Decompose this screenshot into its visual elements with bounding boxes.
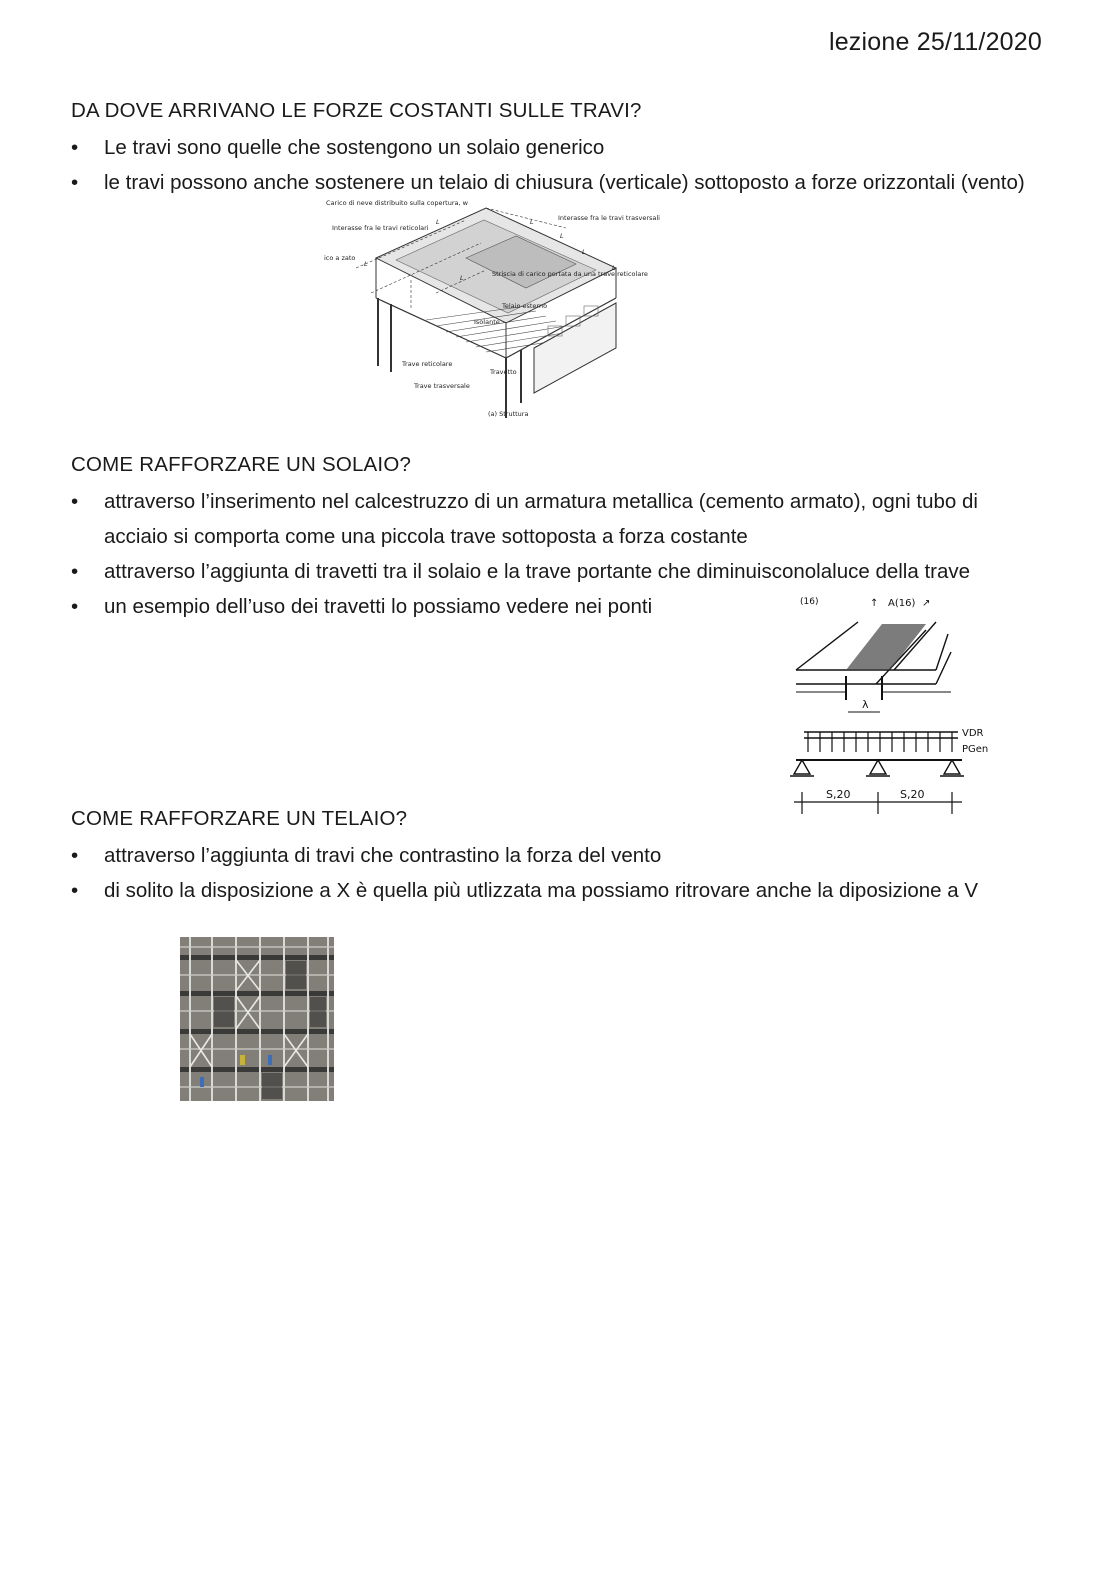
label-l2-4b: L (560, 232, 564, 240)
label-vdr: VDR (962, 728, 984, 739)
label-interasse-trasversali: Interasse fra le travi trasversali (558, 214, 660, 222)
label-isolante: Isolante (474, 318, 500, 326)
list-item: • attraverso l’aggiunta di travetti tra il solaio e la trave portante che diminuisconolaluce della trave (71, 554, 1046, 589)
section-bullets-telaio (71, 838, 1046, 908)
list-item: • attraverso l’inserimento nel calcestruzzo di un armatura metallica (cemento armato), ogni tubo di acciaio si comporta come una piccola trave sottoposta a forza costante (71, 484, 1046, 554)
list-item: • Le travi sono quelle che sostengono un solaio generico (71, 130, 1046, 165)
label-l1-4c: L (460, 274, 464, 282)
label-telaio: Telaio esterno (502, 302, 548, 310)
list-item: • le travi possono anche sostenere un telaio di chiusura (verticale) sottoposto a forze orizzontali (vento) (71, 165, 1044, 200)
label-span-2: S,20 (900, 788, 925, 801)
lesson-date: lezione 25/11/2020 (828, 28, 1042, 56)
label-carico-neve: Carico di neve distribuito sulla copertura, w (326, 199, 468, 207)
label-striscia-carico: Striscia di carico portata da una trave reticolare (492, 270, 648, 278)
bridge-sketch (786, 592, 996, 820)
list-item: • un esempio dell’uso dei travetti lo possiamo vedere nei ponti (71, 589, 1046, 624)
label-trave-trasversale: Trave trasversale (414, 382, 470, 390)
list-item: • attraverso l’aggiunta di travi che contrastino la forza del vento (71, 838, 1046, 873)
section-title-telaio: COME RAFFORZARE UN TELAIO? (71, 807, 408, 830)
label-interasse-reticolari: Interasse fra le travi reticolari (332, 224, 429, 232)
label-trave-reticolare: Trave reticolare (402, 360, 453, 368)
structure-diagram (316, 198, 660, 426)
label-l1-4b: L (612, 264, 616, 272)
label-l1: L (364, 260, 368, 268)
label-top-b: A(16) (888, 598, 916, 609)
label-lambda: λ (862, 698, 869, 711)
section-title-solaio: COME RAFFORZARE UN SOLAIO? (71, 453, 412, 476)
label-pgen: PGen (962, 744, 989, 755)
list-item: • di solito la disposizione a X è quella più utlizzata ma possiamo ritrovare anche la diposizione a V (71, 873, 1044, 908)
section-bullets-forze (71, 130, 1046, 200)
label-span-1: S,20 (826, 788, 851, 801)
label-side: ico a zato (324, 254, 356, 262)
label-l2: L (436, 218, 440, 226)
label-l1-4a: L (582, 248, 586, 256)
label-caption: (a) Struttura (488, 410, 529, 418)
label-l2-4a: L (530, 218, 534, 226)
arrow-up-icon: ↗ (922, 598, 931, 609)
section-title-forze: DA DOVE ARRIVANO LE FORZE COSTANTI SULLE TRAVI? (71, 99, 642, 122)
arrow-up-icon: ↑ (870, 598, 879, 609)
scaffolding-photo (180, 937, 334, 1101)
label-top-a: (16) (800, 597, 819, 607)
label-travetto: Travetto (490, 368, 517, 376)
